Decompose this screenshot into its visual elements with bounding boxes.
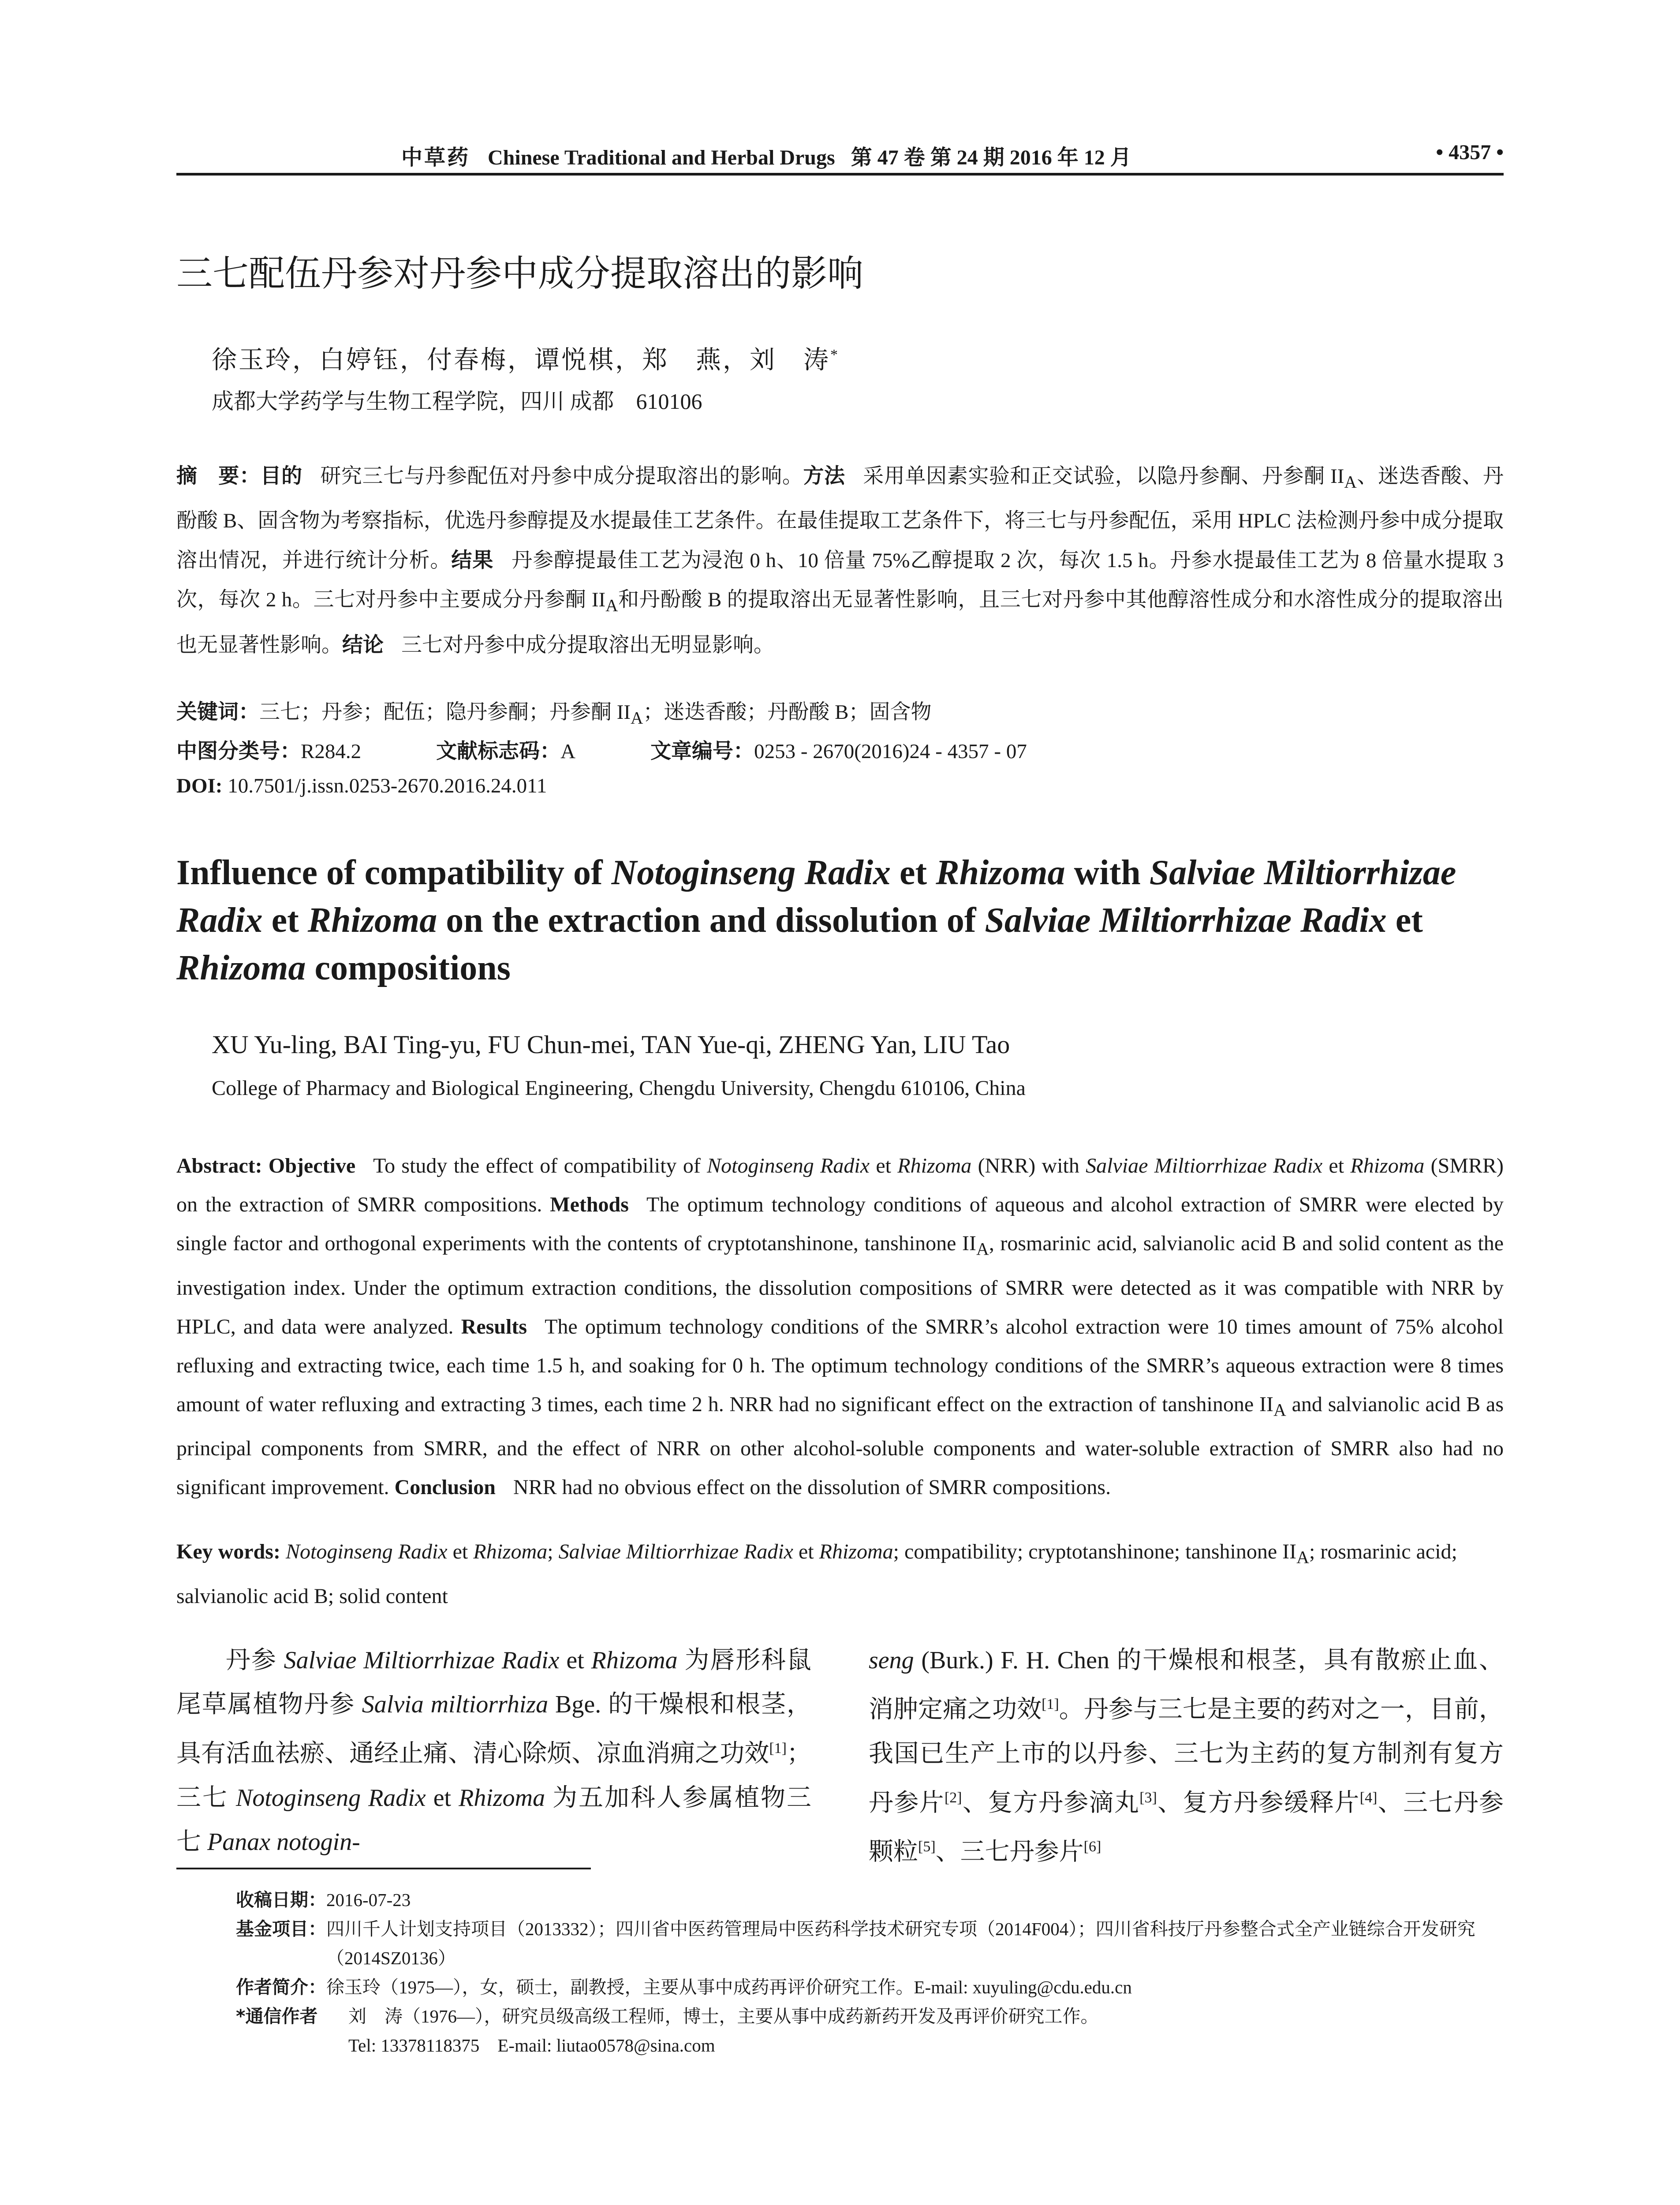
body-text: Panax notogin- — [207, 1828, 360, 1856]
clc-label: 中图分类号： — [176, 739, 301, 763]
conclusion-label-cn: 结论 — [342, 632, 384, 657]
keywords-sub-cn: A — [631, 708, 643, 728]
body-text: Rhizoma — [591, 1647, 678, 1674]
citation-ref[interactable]: [6] — [1083, 1839, 1101, 1855]
title-en-part: compositions — [306, 949, 511, 987]
body-text: (Burk.) F. H. Chen 的干燥根和根茎，具有散瘀止血、消肿定痛之功效 — [869, 1647, 1504, 1723]
body-text: ；三七 — [176, 1740, 811, 1812]
footnote-contact — [176, 2031, 1504, 2060]
title-en-part: et — [891, 853, 936, 892]
title-en-part: Influence of compatibility of — [176, 853, 612, 892]
body-text: Rhizoma — [459, 1784, 545, 1812]
objective-text-cn: 研究三七与丹参配伍对丹参中成分提取溶出的影响。 — [320, 465, 803, 488]
citation-ref[interactable]: [1] — [1042, 1696, 1059, 1712]
keywords-en — [176, 1532, 1504, 1616]
body-text: 、复方丹参滴丸 — [962, 1789, 1140, 1817]
abstract-cn — [176, 456, 1504, 665]
methods-text-cn-2: 、迷迭香酸、丹酚酸 B、固含物为考察指标，优选丹参醇提及水提最佳工艺条件。在最佳提取工艺条件下，将三七与丹参配伍，采用 HPLC 法检测丹参中成分提取溶出情况，并进行统计分析。 — [176, 465, 1504, 572]
title-en-part: Rhizoma — [307, 901, 437, 940]
abstract-label-en: Abstract: Objective — [176, 1154, 356, 1177]
footnote-value: 刘 涛（1976—），研究员级高级工程师，博士，主要从事中成药新药开发及再评价研究工作。 — [348, 2006, 1099, 2026]
keyword-en: Salviae Miltiorrhizae Radix — [558, 1540, 793, 1563]
results-text-en: and salvianolic acid B as principal components from SMRR, and the effect of NRR on other alcohol-soluble components and water-soluble extraction of SMRR also had no significant improvement. — [176, 1392, 1504, 1499]
keyword-en: et — [447, 1540, 474, 1563]
results-label-en: Results — [461, 1315, 527, 1338]
footnote-label: *通信作者 — [236, 2006, 318, 2027]
journal-name-cn: 中草药 — [401, 146, 470, 169]
clc-value: R284.2 — [301, 740, 362, 763]
footnote-author — [176, 1973, 1504, 2002]
doi-label: DOI: — [176, 774, 223, 797]
title-en-part: Salviae Miltiorrhizae Radix — [985, 901, 1387, 940]
results-label-cn: 结果 — [451, 548, 494, 573]
conclusion-label-en: Conclusion — [394, 1476, 496, 1499]
article-title-en — [176, 849, 1504, 992]
abstract-en — [176, 1147, 1504, 1507]
body-text: Salviae Miltiorrhizae Radix — [284, 1647, 560, 1674]
body-text: Notoginseng Radix — [235, 1784, 426, 1812]
article-no-label: 文章编号： — [650, 739, 754, 763]
conclusion-text-cn: 三七对丹参中成分提取溶出无明显影响。 — [401, 633, 774, 657]
title-en-part: et — [262, 901, 308, 940]
keywords-label-cn: 关键词： — [176, 700, 259, 724]
footnote-value: 四川千人计划支持项目（2013332）；四川省中医药管理局中医药科学技术研究专项（2014F004）；四川省科技厅丹参整合式全产业链综合开发研究（2014SZ0136） — [326, 1919, 1475, 1968]
affiliation-en: College of Pharmacy and Biological Engineering, Chengdu University, Chengdu 610106, China — [212, 1076, 1026, 1100]
footnote-value: Tel: 13378118375 E-mail: liutao0578@sina.com — [348, 2035, 715, 2056]
journal-name-en: Chinese Traditional and Herbal Drugs — [488, 146, 835, 169]
body-text: 。丹参与三七是主要的药对之一，目前，我国已生产上市的以丹参、三七为主药的复方制剂有复方丹参片 — [869, 1696, 1504, 1817]
body-text: 、三七丹参颗粒 — [869, 1789, 1504, 1866]
objective-text-en: Notoginseng Radix — [707, 1154, 870, 1177]
doi-line — [176, 774, 547, 798]
body-text: 丹参 — [226, 1647, 284, 1674]
footnote-corresponding — [176, 2002, 1504, 2031]
objective-text-en: To study the effect of compatibility of — [373, 1154, 707, 1177]
header-rule — [176, 173, 1504, 176]
methods-label-cn: 方法 — [803, 464, 845, 488]
title-en-part: Rhizoma — [176, 949, 306, 987]
doc-code-value: A — [560, 740, 576, 763]
footnote-label: 收稿日期： — [236, 1889, 326, 1910]
authors-cn-text: 徐玉玲，白婷钰，付春梅，谭悦棋，郑 燕，刘 涛 — [212, 346, 830, 374]
objective-label-cn: 目的 — [260, 464, 302, 488]
methods-label-en: Methods — [550, 1193, 629, 1216]
objective-text-en: Rhizoma — [897, 1154, 972, 1177]
methods-text-en: , rosmarinic acid, salvianolic acid B and solid content as the investigation index. Under the optimum extraction conditions, the dissolution compositions of SMRR were detected as it was compatible with NRR by HPLC, and data were analyzed. — [176, 1232, 1504, 1338]
article-no-value: 0253 - 2670(2016)24 - 4357 - 07 — [754, 740, 1027, 763]
body-text: Salvia miltiorrhiza — [362, 1691, 549, 1718]
keyword-en: ; — [547, 1540, 559, 1563]
title-en-part: Rhizoma — [936, 853, 1065, 892]
keyword-sub-en: A — [1296, 1547, 1309, 1567]
title-en-part: on the extraction and dissolution of — [437, 901, 985, 940]
title-en-part: Salviae Miltiorrhizae Radix — [176, 853, 1456, 940]
abstract-label-cn: 摘 要： — [176, 464, 261, 488]
running-header — [176, 140, 1504, 176]
keywords-cn — [176, 695, 931, 728]
page-number: • 4357 • — [1436, 141, 1504, 164]
footnote-value: 2016-07-23 — [326, 1890, 411, 1910]
body-text: 、三七丹参片 — [935, 1838, 1084, 1866]
doc-code-label: 文献标志码： — [436, 739, 561, 763]
keyword-en: ; compatibility; cryptotanshinone; tanshinone II — [893, 1540, 1297, 1563]
title-en-part: Notoginseng Radix — [611, 853, 891, 892]
body-text: 为五加科人参属植物三七 — [176, 1784, 812, 1856]
keywords-label-en: Key words: — [176, 1540, 280, 1563]
footnote-label: 作者简介： — [236, 1977, 326, 1998]
keywords-text-cn-2: ；迷迭香酸；丹酚酸 B；固含物 — [643, 701, 932, 724]
conclusion-text-en: NRR had no obvious effect on the dissolution of SMRR compositions. — [513, 1476, 1111, 1499]
results-sub-en: A — [1273, 1400, 1286, 1420]
body-text: seng — [869, 1647, 914, 1674]
keyword-en: et — [793, 1540, 819, 1563]
article-title-cn: 三七配伍丹参对丹参中成分提取溶出的影响 — [176, 253, 864, 295]
citation-ref[interactable]: [1] — [769, 1740, 787, 1757]
keyword-en: Notoginseng Radix — [285, 1540, 448, 1563]
citation-ref[interactable]: [2] — [944, 1789, 962, 1806]
body-column-right — [869, 1638, 1504, 1874]
citation-ref[interactable]: [3] — [1139, 1789, 1157, 1806]
body-text: et — [559, 1647, 591, 1674]
citation-ref[interactable]: [4] — [1359, 1789, 1378, 1806]
keyword-en: Rhizoma — [473, 1540, 548, 1563]
doi-value[interactable]: 10.7501/j.issn.0253-2670.2016.24.011 — [228, 774, 547, 797]
journal-issue: 第 47 卷 第 24 期 2016 年 12 月 — [851, 146, 1131, 169]
objective-text-en: Rhizoma — [1350, 1154, 1425, 1177]
body-text: 为唇形科鼠尾草属植物丹参 — [176, 1647, 811, 1718]
author-list-en: XU Yu-ling, BAI Ting-yu, FU Chun-mei, TAN Yue-qi, ZHENG Yan, LIU Tao — [212, 1030, 1010, 1059]
title-en-part: et — [1386, 901, 1423, 940]
footnotes — [176, 1885, 1504, 2060]
methods-text-cn-1: 采用单因素实验和正交试验，以隐丹参酮、丹参酮 II — [862, 465, 1344, 488]
body-text: Bge. 的干燥根和根茎，具有活血祛瘀、通经止痛、清心除烦、凉血消痈之功效 — [176, 1691, 811, 1768]
journal-header-line — [401, 140, 1131, 171]
objective-text-en: (SMRR) on the extraction of SMRR compositions. — [176, 1154, 1504, 1216]
citation-ref[interactable]: [5] — [918, 1839, 936, 1855]
results-sub-cn: A — [605, 596, 618, 615]
affiliation-cn: 成都大学药学与生物工程学院，四川 成都 610106 — [212, 389, 702, 414]
body-text: 、复方丹参缓释片 — [1157, 1789, 1360, 1817]
body-column-left — [176, 1638, 811, 1864]
body-text: et — [426, 1784, 459, 1812]
objective-text-en: et — [1322, 1154, 1351, 1177]
footnote-fund — [176, 1914, 1504, 1973]
footnote-value: 徐玉玲（1975—），女，硕士，副教授，主要从事中成药再评价研究工作。E-mail: xuyuling@cdu.edu.cn — [326, 1977, 1132, 1997]
objective-text-en: et — [870, 1154, 898, 1177]
corresponding-author-mark: * — [830, 347, 840, 363]
footnote-rule — [176, 1868, 591, 1869]
objective-text-en: (NRR) with — [971, 1154, 1086, 1177]
results-text-cn-1: 丹参醇提最佳工艺为浸泡 0 h、10 倍量 75%乙醇提取 2 次，每次 1.5 h。丹参水提最佳工艺为 8 倍量水提取 3 次，每次 2 h。三七对丹参中主要成分丹参酮 II — [176, 549, 1504, 612]
results-text-cn-2: 和丹酚酸 B 的提取溶出无显著性影响，且三七对丹参中其他醇溶性成分和水溶性成分的提取溶出也无显著性影响。 — [176, 588, 1504, 657]
classification-line — [176, 735, 1027, 764]
footnote-label: 基金项目： — [236, 1918, 326, 1940]
results-text-en: The optimum technology conditions of the SMRR’s alcohol extraction were 10 times amount of 75% alcohol refluxing and extracting twice, each time 1.5 h, and soaking for 0 h. The optimum technology conditions of the SMRR’s aqueous extraction were 8 times amount of water refluxing and extracting 3 times, each time 2 h. NRR had no significant effect on the extraction of tanshinone II — [176, 1315, 1504, 1416]
objective-text-en: Salviae Miltiorrhizae Radix — [1086, 1154, 1323, 1177]
keyword-en: ; rosmarinic acid; salvianolic acid B; solid content — [176, 1540, 1457, 1608]
methods-text-en: The optimum technology conditions of aqueous and alcohol extraction of SMRR were elected by single factor and orthogonal experiments with the contents of cryptotanshinone, tanshinone II — [176, 1193, 1504, 1255]
title-en-part: with — [1065, 853, 1150, 892]
methods-sub-cn: A — [1344, 472, 1357, 492]
keyword-en: Rhizoma — [819, 1540, 893, 1563]
methods-sub-en: A — [976, 1239, 989, 1259]
footnote-received — [176, 1885, 1504, 1914]
author-list-cn — [212, 340, 840, 376]
keywords-text-cn-1: 三七；丹参；配伍；隐丹参酮；丹参酮 II — [259, 701, 631, 724]
